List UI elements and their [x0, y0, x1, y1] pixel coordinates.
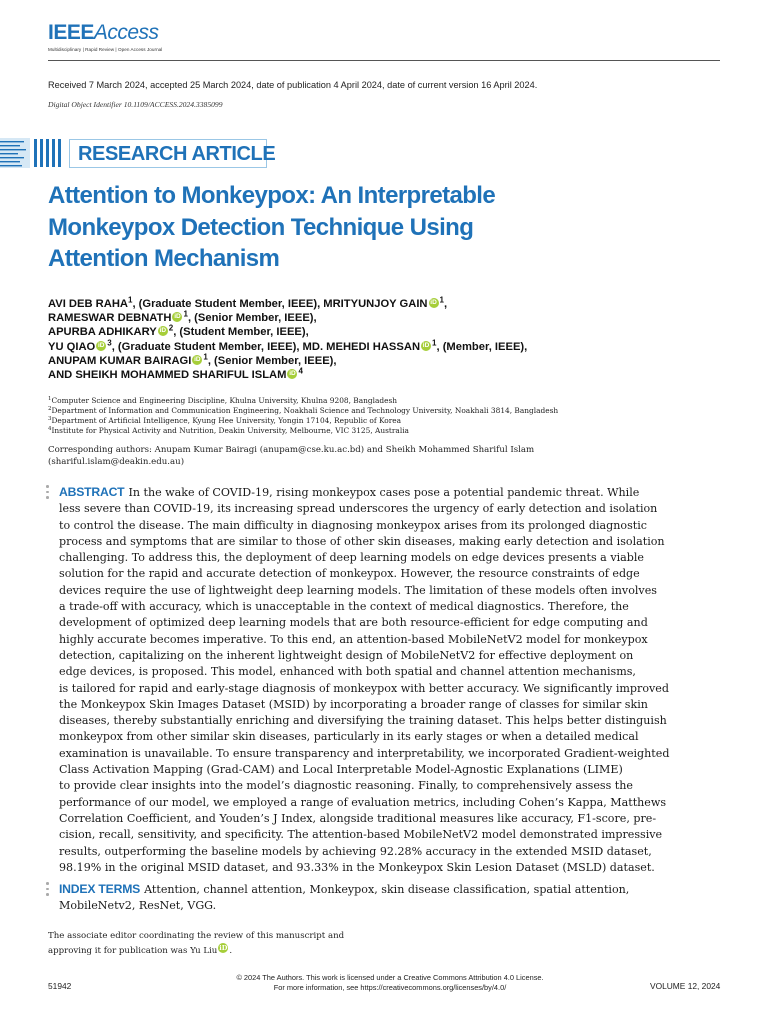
- abstract: [59, 484, 727, 876]
- affiliations: [48, 396, 728, 436]
- abstract-line: less severe than COVID-19, its increasing spread underscores the urgency of early detection and isolation: [59, 502, 658, 516]
- corresponding-authors: [48, 444, 728, 468]
- page-number: 51942: [48, 981, 72, 991]
- affiliation-item: $^3$Department of Artificial Intelligence, Kyung Hee University, Yongin 17104, Republic of Korea: [48, 416, 402, 425]
- editor-note-line: approving it for publication was Yu Liu iD .: [48, 944, 233, 956]
- author-line: ANUPAM KUMAR BAIRAGI iD $^1$, (Senior Member, IEEE),: [48, 352, 337, 367]
- abstract-line: cision, recall, sensitivity, and specificity. The attention-based MobileNetV2 model demonstrated impressive: [59, 828, 663, 842]
- abstract-line: examination is unavailable. To ensure transparency and interpretability, we incorporated Gradient-weighted: [59, 746, 670, 760]
- affiliation-item: $^4$Institute for Physical Activity and Nutrition, Deakin University, Melbourne, VIC 3125, Australia: [48, 426, 409, 435]
- orcid-icon[interactable]: iD: [422, 341, 430, 349]
- orcid-icon[interactable]: iD: [219, 944, 228, 952]
- title-line: Attention to Monkeypox: An Interpretable: [48, 182, 496, 209]
- author-line: RAMESWAR DEBNATH iD $^1$, (Senior Member, IEEE),: [48, 309, 317, 325]
- title-line: Monkeypox Detection Technique Using: [48, 213, 474, 241]
- abstract-line: solution for the rapid and accurate detection of monkeypox. However, the resource constraints of edge: [59, 567, 640, 581]
- abstract-line: performance of our model, we employed a range of evaluation metrics, including Cohen’s Kappa, Matthews: [59, 795, 667, 809]
- orcid-icon[interactable]: iD: [194, 355, 201, 363]
- abstract-line: to control the disease. The main difficulty in diagnosing monkeypox arises from its prolonged diagnostic: [59, 518, 648, 532]
- abstract-line: challenging. To address this, the deployment of deep learning models on edge devices presents a viable: [59, 551, 644, 565]
- abstract-line: diseases, thereby substantially enriching and diversifying the training dataset. This helps better distinguish: [59, 714, 667, 728]
- abstract-first-line: ABSTRACT In the wake of COVID-19, rising monkeypox cases pose a potential pandemic threat. While: [59, 485, 640, 499]
- abstract-line: to provide clear insights into the model’s diagnostic reasoning. Finally, to comprehensively assess the: [59, 779, 633, 793]
- index-dots-icon: [46, 882, 50, 899]
- title-line: Attention Mechanism: [48, 245, 280, 272]
- corresponding-line: (shariful.islam@deakin.edu.au): [48, 457, 185, 467]
- journal-tagline: Multidisciplinary | Rapid Review | Open Access Journal: [48, 47, 163, 52]
- header-divider: [48, 60, 720, 61]
- affiliation-item: $^2$Department of Information and Communication Engineering, Noakhali Science and Technology University, Noakhali 3814, Bangladesh: [48, 406, 559, 415]
- abstract-line: edge devices, is proposed. This model, enhanced with both spatial and channel attention mechanisms,: [59, 665, 636, 679]
- volume-label: VOLUME 12, 2024: [650, 981, 721, 991]
- abstract-line: Correlation Coefficient, and Youden’s J Index, alongside traditional measures like accuracy, F1-score, pre-: [59, 811, 657, 825]
- abstract-body: [59, 501, 727, 876]
- abstract-line: detection, capitalizing on the inherent lightweight design of MobileNetV2 for effective deployment on: [59, 648, 634, 662]
- abstract-line: development of optimized deep learning models that are both resource-efficient for edge computing and: [59, 616, 648, 630]
- author-line: YU QIAO iD $^3$, (Graduate Student Member, IEEE), MD. MEHEDI HASSAN iD $^1$, (Member, IEEE),: [48, 337, 528, 353]
- logo-italic-text: Access: [93, 21, 159, 44]
- paper-title: [48, 180, 608, 275]
- index-terms-line: INDEX TERMS Attention, channel attention, Monkeypox, skin disease classification, spatial attention,: [59, 882, 630, 896]
- abstract-line: is tailored for rapid and early-stage diagnosis of monkeypox with better accuracy. We significantly improved: [59, 681, 669, 695]
- abstract-line: monkeypox from other similar skin diseases, particularly in its early stages or when a detailed medical: [59, 730, 639, 744]
- doi-line[interactable]: Digital Object Identifier 10.1109/ACCESS.2024.3385099: [48, 100, 223, 109]
- orcid-icon[interactable]: iD: [289, 370, 296, 378]
- author-list: [48, 297, 728, 382]
- corresponding-line: Corresponding authors: Anupam Kumar Bairagi (anupam@cse.ku.ac.bd) and Sheikh Mohammed Shariful Islam: [48, 445, 535, 455]
- abstract-line: the Monkeypox Skin Images Dataset (MSID) by incorporating a broader range of classes for similar skin: [59, 697, 648, 711]
- editor-note-line: The associate editor coordinating the review of this manuscript and: [48, 931, 345, 941]
- abstract-line: results, outperforming the baseline models by achieving 92.28% accuracy in the extended MSID dataset,: [59, 844, 652, 858]
- abstract-line: Class Activation Mapping (Grad-CAM) and Local Interpretable Model-Agnostic Explanations (LIME): [59, 763, 623, 777]
- banner-stripes-icon: [0, 136, 66, 170]
- logo-bold-text: IEEE: [48, 21, 94, 44]
- orcid-icon[interactable]: iD: [174, 313, 181, 321]
- license-link[interactable]: For more information, see https://creativecommons.org/licenses/by/4.0/: [273, 982, 507, 992]
- index-terms-heading: INDEX TERMS: [59, 882, 141, 896]
- editor-note: [48, 929, 408, 958]
- index-terms-line: MobileNetv2, ResNet, VGG.: [59, 899, 217, 913]
- orcid-icon[interactable]: iD: [159, 327, 167, 335]
- article-type-label: RESEARCH ARTICLE: [78, 143, 276, 165]
- license-line: © 2024 The Authors. This work is licensed under a Creative Commons Attribution 4.0 License.: [236, 973, 544, 982]
- license-notice: [180, 973, 600, 992]
- affiliation-item: $^1$Computer Science and Engineering Discipline, Khulna University, Khulna 9208, Bangladesh: [48, 396, 398, 405]
- received-dates: Received 7 March 2024, accepted 25 March 2024, date of publication 4 April 2024, date of current version 16 April 2024.: [48, 80, 538, 90]
- abstract-line: a trade-off with accuracy, which is unacceptable in the context of medical diagnostics. Therefore, the: [59, 600, 629, 614]
- abstract-line: process and symptoms that are similar to those of other skin diseases, making early detection and isolation: [59, 534, 665, 548]
- abstract-dots-icon: [46, 485, 50, 502]
- abstract-line: devices require the use of lightweight deep learning models. The limitation of these models often involves: [59, 583, 657, 597]
- author-line: AND SHEIKH MOHAMMED SHARIFUL ISLAM iD $^4$: [48, 366, 303, 382]
- index-terms: [59, 881, 727, 915]
- orcid-icon[interactable]: iD: [98, 341, 105, 349]
- abstract-line: 98.19% in the original MSID dataset, and 93.33% in the Monkeypox Skin Lesion Dataset (MSLD) dataset.: [59, 860, 655, 874]
- abstract-line: highly accurate becomes imperative. To this end, an attention-based MobileNetV2 model for monkeypox: [59, 632, 648, 646]
- author-line: AVI DEB RAHA$^1$, (Graduate Student Member, IEEE), MRITYUNJOY GAIN iD $^1$,: [48, 295, 448, 310]
- journal-logo[interactable]: [48, 22, 248, 56]
- orcid-icon[interactable]: iD: [430, 299, 437, 306]
- abstract-heading: ABSTRACT: [59, 485, 125, 499]
- author-line: APURBA ADHIKARY iD $^2$, (Student Member, IEEE),: [48, 323, 309, 339]
